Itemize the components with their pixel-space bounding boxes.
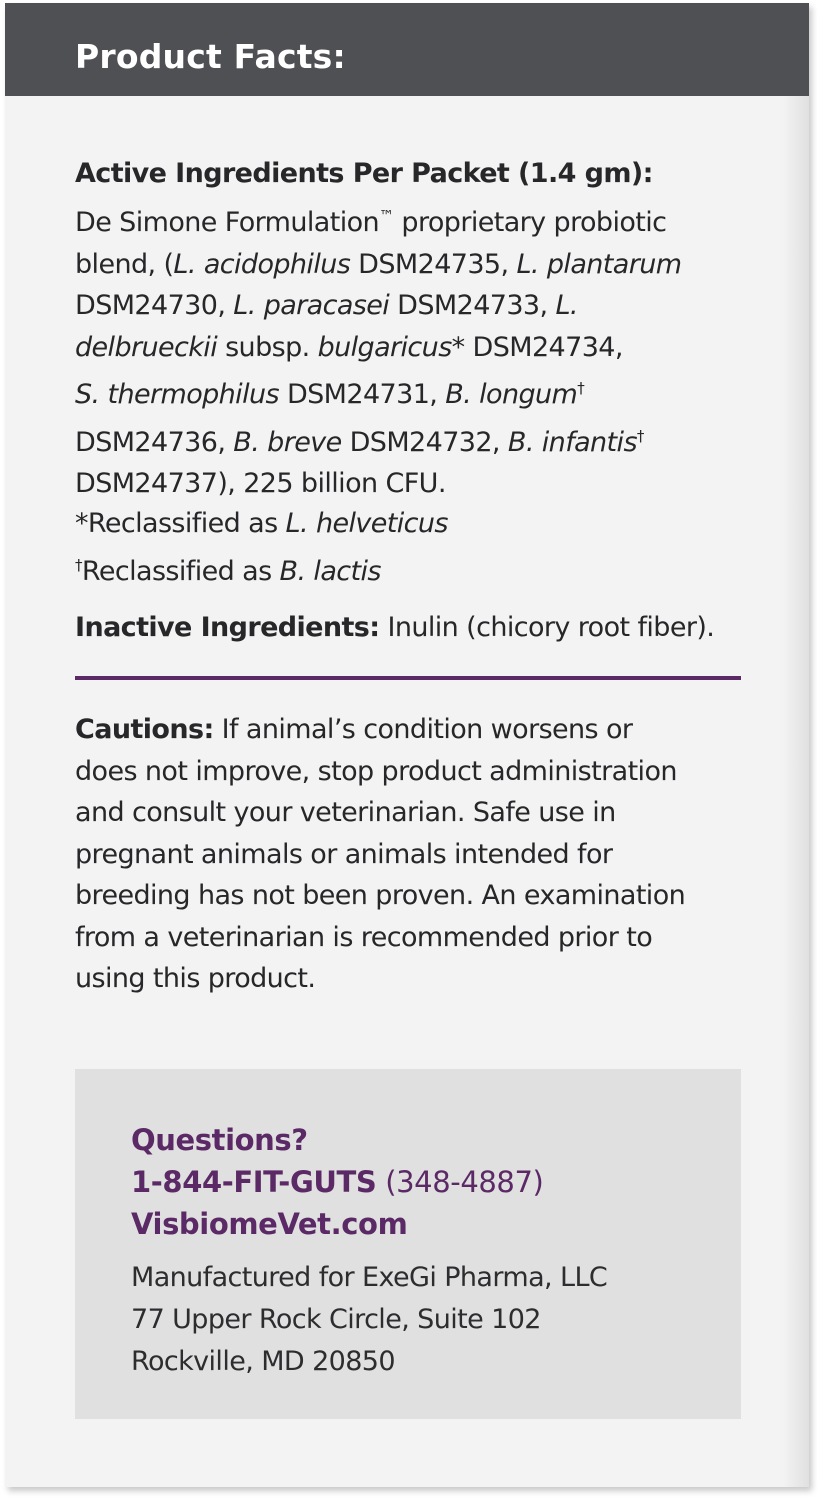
species-name: S. thermophilus [75,379,279,410]
website-link[interactable]: VisbiomeVet.com [131,1207,408,1241]
cautions-line-6: from a veterinarian is recommended prior to [75,921,653,953]
product-facts-panel [5,3,809,1487]
dagger-mark: † [636,426,644,445]
text-fragment: proprietary probiotic [393,207,667,238]
note-lactis [75,545,755,593]
active-ingredients-text [75,196,755,505]
inactive-label: Inactive Ingredients: [75,612,380,643]
text-fragment: * DSM24734, [451,331,623,363]
header-title: Product Facts: [75,37,346,76]
text-fragment: DSM24730, [75,290,234,321]
header-bar [5,3,809,96]
text-fragment: De Simone Formulation [75,207,380,238]
cautions-line-3: and consult your veterinarian. Safe use in [75,797,616,828]
inactive-ingredients [75,607,755,649]
text-fragment: Reclassified as [81,555,280,587]
trademark-symbol: ™ [379,207,394,225]
inactive-text: Inulin (chicory root fiber). [379,612,715,643]
city-line: Rockville, MD 20850 [131,1346,395,1377]
active-line-6 [75,416,755,464]
text-fragment: DSM24732, [341,426,508,458]
phone-number[interactable] [131,1161,731,1203]
active-line-4 [75,327,755,369]
questions-heading: Questions? [131,1123,308,1157]
cautions-line-2: does not improve, stop product administration [75,755,677,787]
text-fragment: DSM24736, [75,426,234,458]
reclassification-notes [75,503,755,592]
species-name: delbrueckii [75,331,218,363]
manufacturer-address [131,1257,731,1383]
text-fragment: DSM24737), 225 billion CFU. [75,468,446,499]
active-line-3 [75,285,755,327]
species-name: B. infantis [507,426,637,458]
active-ingredients-heading: Active Ingredients Per Packet (1.4 gm): [75,158,653,189]
active-line-2 [75,244,755,286]
active-line-5 [75,368,755,416]
text-fragment: blend, ( [75,248,174,280]
species-name: L. paracasei [233,290,390,321]
species-name: L. plantarum [516,248,682,280]
species-name: B. lactis [279,555,381,587]
active-line-7 [75,463,755,505]
note-helveticus [75,503,755,545]
manufacturer-line: Manufactured for ExeGi Pharma, LLC [131,1262,608,1293]
cautions-line-1 [75,709,755,751]
phone-vanity: 1-844-FIT-GUTS [131,1165,377,1199]
contact-box [75,1069,741,1419]
species-name: B. breve [233,426,342,458]
species-name: B. longum [445,379,578,410]
species-name: bulgaricus [317,331,452,363]
section-divider [75,676,741,680]
cautions-section [75,709,755,1000]
species-name: L. [555,290,578,321]
text-fragment: DSM24735, [350,248,517,280]
text-fragment: DSM24731, [278,379,446,410]
text-fragment: DSM24733, [389,290,556,321]
contact-info [131,1119,731,1383]
cautions-line-7: using this product. [75,963,316,994]
text-fragment: If animal’s condition worsens or [213,714,633,745]
panel-edge-shade [783,3,809,1487]
cautions-line-5: breeding has not been proven. An examination [75,880,686,911]
dagger-mark: † [577,379,585,397]
text-fragment: subsp. [217,331,318,363]
cautions-line-4: pregnant animals or animals intended for [75,838,613,870]
species-name: L. helveticus [285,508,448,539]
species-name: L. acidophilus [173,248,351,280]
dagger-mark: † [75,555,82,574]
address-line: 77 Upper Rock Circle, Suite 102 [131,1304,541,1335]
active-line-1 [75,196,755,244]
phone-digits: (348-4887) [376,1165,544,1199]
text-fragment: *Reclassified as [75,508,286,539]
cautions-label: Cautions: [75,714,214,745]
